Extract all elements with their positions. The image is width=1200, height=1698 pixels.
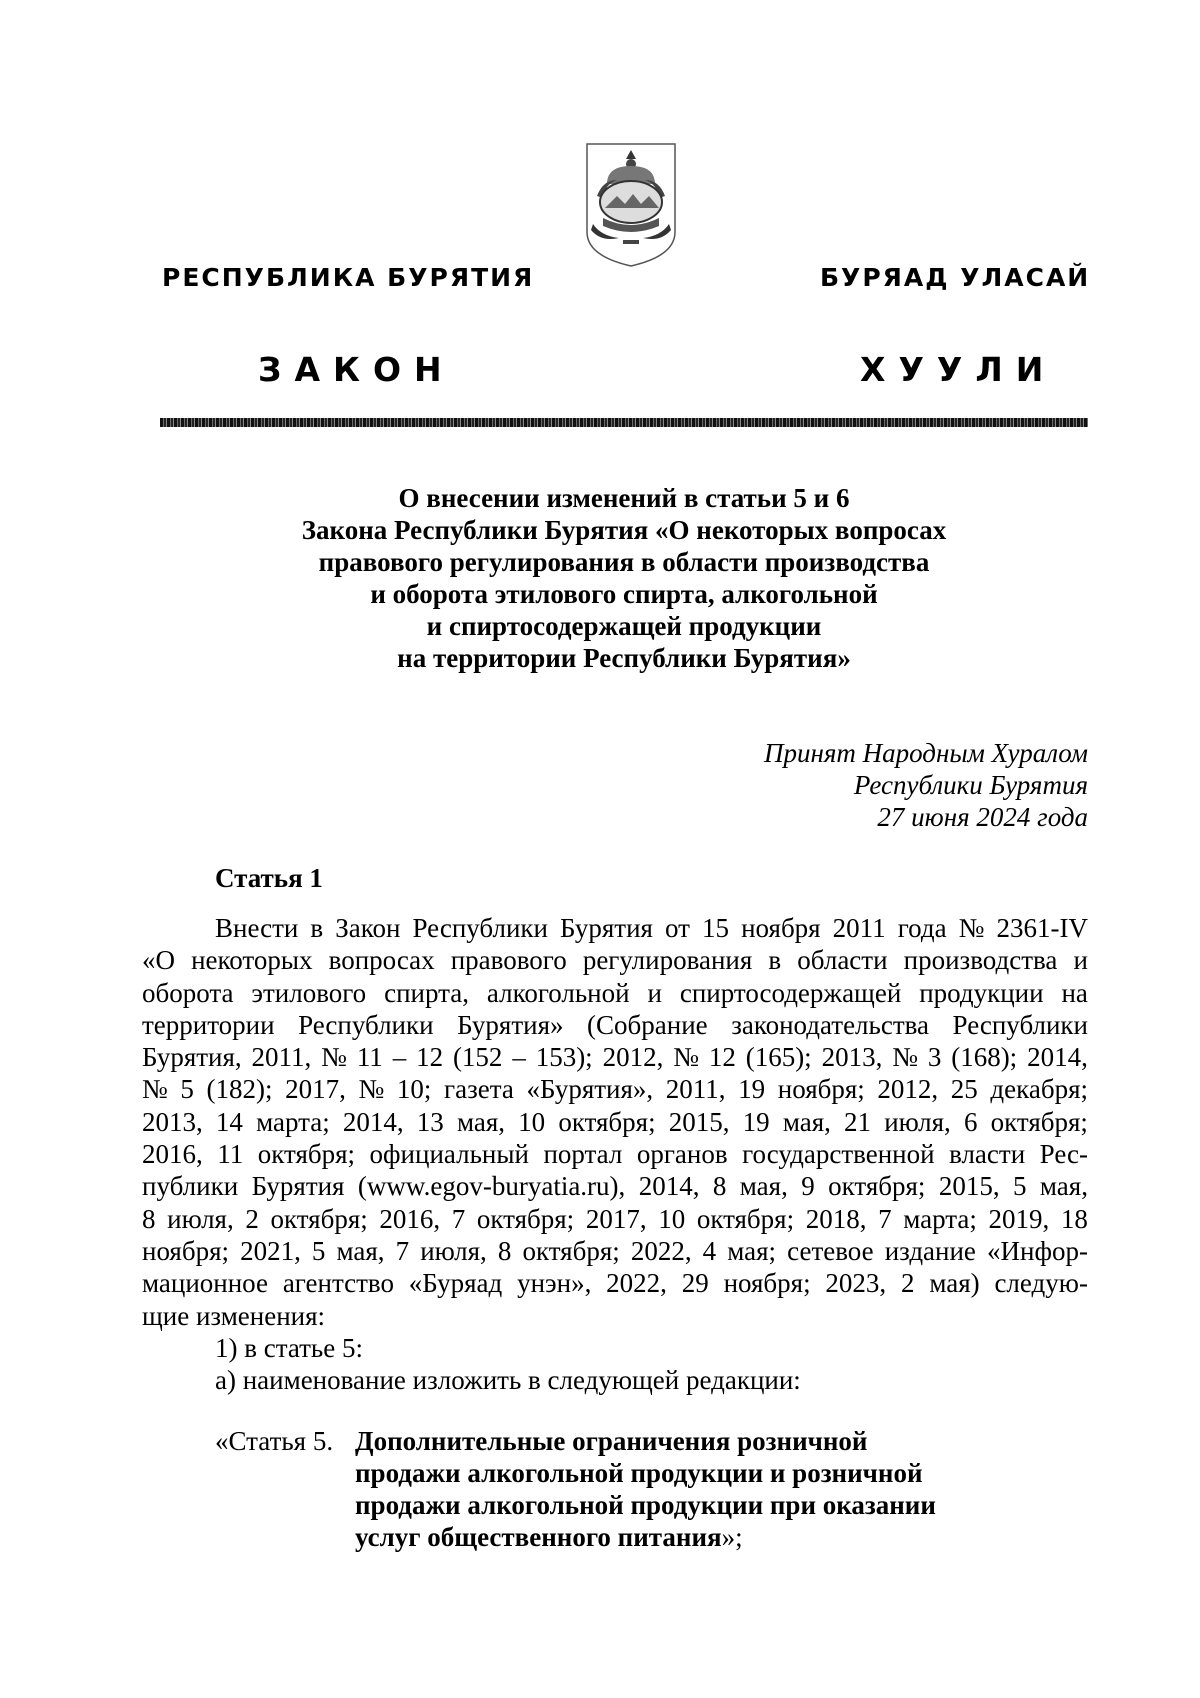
body-line: 8 июля, 2 октября; 2016, 7 октября; 2017, 10 октября; 2018, 7 марта; 2019, 18 xyxy=(142,1203,1088,1234)
body-line: «О некоторых вопросах правового регулирования в области производства и xyxy=(142,945,1088,976)
list-item-1: 1) в статье 5: xyxy=(215,1332,363,1363)
body-line: щие изменения: xyxy=(142,1300,326,1331)
body-line: ноября; 2021, 5 мая, 7 июля, 8 октября; 2022, 4 мая; сетевое издание «Инфор- xyxy=(142,1235,1088,1266)
title-line: на территории Республики Бурятия» xyxy=(397,643,851,673)
quoted-title-line: Дополнительные ограничения розничной xyxy=(355,1426,868,1456)
title-line: О внесении изменений в статьи 5 и 6 xyxy=(398,483,850,513)
quoted-title-line: продажи алкогольной продукции и розничной xyxy=(355,1458,923,1488)
law-label-bua: ХУУЛИ xyxy=(860,350,1057,389)
article-body xyxy=(142,912,1088,1396)
body-line: публики Бурятия (www.egov-buryatia.ru), 2014, 8 мая, 9 октября; 2015, 5 мая, xyxy=(142,1171,1088,1202)
list-item-a: а) наименование изложить в следующей редакции: xyxy=(215,1365,801,1396)
republic-name-bua: БУРЯАД УЛАСАЙ xyxy=(820,263,1091,292)
adoption-line: Принят Народным Хуралом xyxy=(763,738,1088,768)
title-line: Закона Республики Бурятия «О некоторых вопросах xyxy=(301,515,947,545)
article-heading: Статья 1 xyxy=(215,863,323,893)
title-line: правового регулирования в области производства xyxy=(318,547,930,577)
body-line: оборота этилового спирта, алкогольной и спиртосодержащей продукции на xyxy=(142,977,1088,1008)
coat-of-arms-icon xyxy=(583,140,679,270)
adoption-note xyxy=(764,737,1088,833)
adoption-line: Республики Бурятия xyxy=(853,770,1088,800)
quote-close: »; xyxy=(721,1522,743,1552)
body-line: Внести в Закон Республики Бурятия от 15 ноября 2011 года № 2361-IV xyxy=(215,913,1088,943)
body-line: мационное агентство «Буряад унэн», 2022, 29 ноября; 2023, 2 мая) следую- xyxy=(142,1268,1088,1299)
body-line: № 5 (182); 2017, № 10; газета «Бурятия», 2011, 19 ноября; 2012, 25 декабря; xyxy=(142,1074,1088,1105)
law-label-ru: ЗАКОН xyxy=(258,350,455,389)
quoted-article xyxy=(215,1425,936,1553)
body-line: 2016, 11 октября; официальный портал органов государственной власти Рес- xyxy=(142,1139,1088,1170)
title-line: и спиртосодержащей продукции xyxy=(426,611,822,641)
republic-name-ru: РЕСПУБЛИКА БУРЯТИЯ xyxy=(162,263,535,292)
quoted-title-line: услуг общественного питания xyxy=(355,1522,722,1552)
title-line: и оборота этилового спирта, алкогольной xyxy=(370,579,878,609)
quoted-article-number: «Статья 5. xyxy=(215,1426,334,1456)
body-line: Бурятия, 2011, № 11 – 12 (152 – 153); 2012, № 12 (165); 2013, № 3 (168); 2014, xyxy=(142,1042,1088,1073)
header-divider xyxy=(160,418,1088,427)
adoption-date: 27 июня 2024 года xyxy=(877,802,1088,832)
body-line: 2013, 14 марта; 2014, 13 мая, 10 октября; 2015, 19 мая, 21 июля, 6 октября; xyxy=(142,1106,1088,1137)
body-line: территории Республики Бурятия» (Собрание законодательства Республики xyxy=(142,1009,1088,1040)
quoted-title-line: продажи алкогольной продукции при оказании xyxy=(355,1490,936,1520)
law-title xyxy=(160,482,1088,674)
